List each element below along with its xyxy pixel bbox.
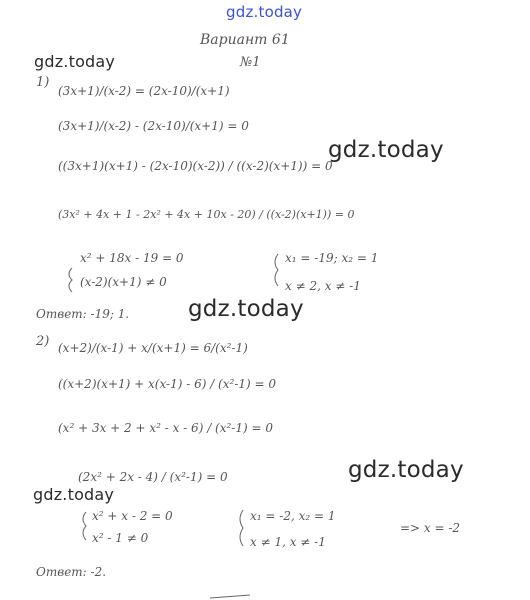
part2-line4: (2x² + 2x - 4) / (x²-1) = 0 bbox=[78, 470, 228, 484]
part1-line4: (3x² + 4x + 1 - 2x² + 4x + 10x - 20) / ((x-2)(x+1)) = 0 bbox=[58, 208, 355, 221]
part2-system-left-2: x² - 1 ≠ 0 bbox=[92, 531, 149, 545]
part1-line2: (3x+1)/(x-2) - (2x-10)/(x+1) = 0 bbox=[58, 119, 249, 133]
watermark-2: gdz.today bbox=[328, 137, 444, 163]
watermark-1: gdz.today bbox=[34, 52, 116, 71]
part1-system-left-2: (x-2)(x+1) ≠ 0 bbox=[80, 275, 167, 289]
part1-system-right-1: x₁ = -19; x₂ = 1 bbox=[285, 251, 379, 265]
part1-system-right-2: x ≠ 2, x ≠ -1 bbox=[285, 279, 361, 293]
part2-system-left-1: x² + x - 2 = 0 bbox=[92, 509, 173, 523]
part1-system-left-1: x² + 18x - 19 = 0 bbox=[80, 251, 184, 265]
part2-right-brace bbox=[240, 510, 243, 546]
variant-heading: Вариант 61 bbox=[200, 32, 290, 48]
part2-line1: (x+2)/(x-1) + x/(x+1) = 6/(x²-1) bbox=[58, 341, 248, 355]
watermark-3: gdz.today bbox=[188, 296, 304, 322]
watermark-5: gdz.today bbox=[33, 485, 115, 504]
part2-left-brace bbox=[83, 512, 86, 540]
watermark-4: gdz.today bbox=[348, 457, 464, 483]
part2-line3: (x² + 3x + 2 + x² - x - 6) / (x²-1) = 0 bbox=[58, 421, 273, 435]
part1-right-brace bbox=[275, 254, 278, 286]
part2-line2: ((x+2)(x+1) + x(x-1) - 6) / (x²-1) = 0 bbox=[58, 377, 277, 391]
bottom-mark bbox=[210, 595, 250, 598]
part1-left-brace bbox=[69, 268, 72, 292]
part1-label: 1) bbox=[36, 75, 50, 90]
part1-answer: Ответ: -19; 1. bbox=[36, 307, 130, 321]
part1-line1: (3x+1)/(x-2) = (2x-10)/(x+1) bbox=[58, 84, 230, 98]
part2-result: => x = -2 bbox=[400, 521, 461, 535]
part2-system-right-2: x ≠ 1, x ≠ -1 bbox=[250, 535, 326, 549]
problem-number: №1 bbox=[240, 55, 261, 70]
part2-label: 2) bbox=[36, 334, 50, 349]
part2-answer: Ответ: -2. bbox=[36, 565, 107, 579]
watermark-top: gdz.today bbox=[226, 3, 303, 21]
part2-system-right-1: x₁ = -2, x₂ = 1 bbox=[250, 509, 336, 523]
part1-line3: ((3x+1)(x+1) - (2x-10)(x-2)) / ((x-2)(x+1)) = 0 bbox=[58, 159, 333, 173]
